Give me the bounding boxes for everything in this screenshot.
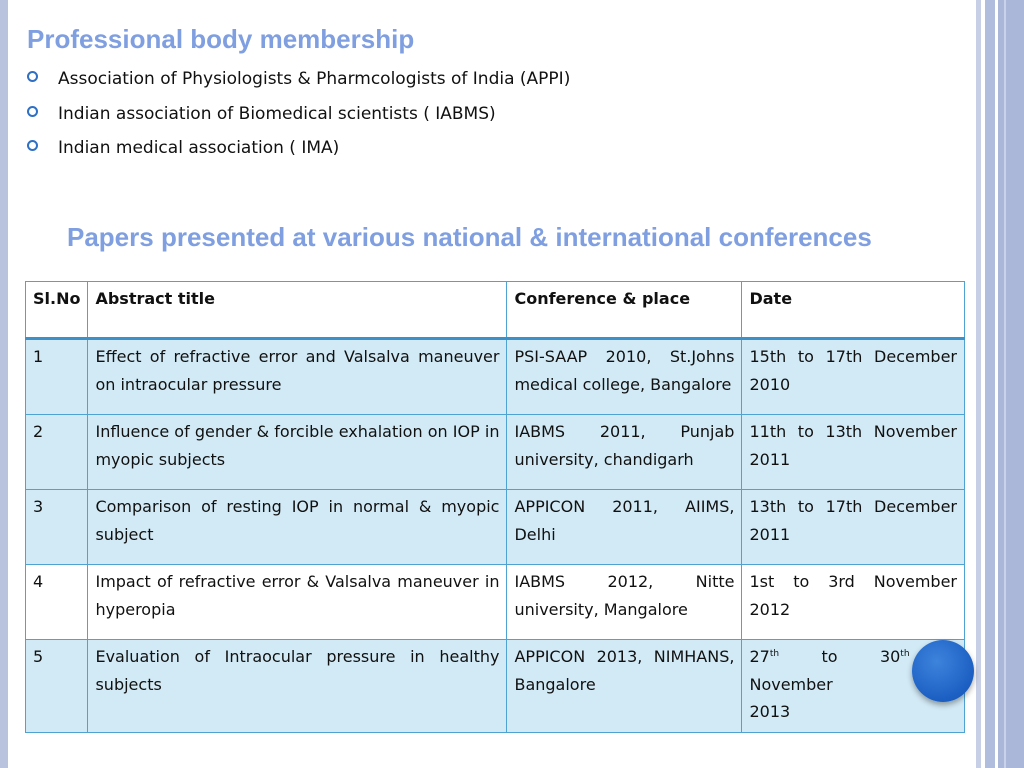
- table-row: [26, 490, 965, 565]
- table-row: [26, 415, 965, 490]
- cell-slno: 4: [26, 565, 88, 640]
- cell-abstract-title: Effect of refractive error and Valsalva maneuver on intraocular pressure: [88, 339, 507, 415]
- cell-slno: 1: [26, 339, 88, 415]
- cell-date: 1st to 3rd November 2012: [742, 565, 965, 640]
- ring-bullet-icon: [27, 140, 38, 151]
- ring-bullet-icon: [27, 71, 38, 82]
- date-start-day: 27: [749, 647, 770, 666]
- cell-date: 13th to 17th December 2011: [742, 490, 965, 565]
- table-header-row: [26, 282, 965, 339]
- date-end-day: 30: [879, 647, 901, 666]
- cell-abstract-title: Comparison of resting IOP in normal & myopic subject: [88, 490, 507, 565]
- cell-date: 15th to 17th December 2010: [742, 339, 965, 415]
- cell-conference: IABMS 2011, Punjab university, chandigarh: [507, 415, 742, 490]
- cell-abstract-title: Evaluation of Intraocular pressure in healthy subjects: [88, 640, 507, 733]
- table-row: [26, 339, 965, 415]
- header-date: Date: [742, 282, 965, 339]
- membership-list: [27, 66, 570, 170]
- table-row: [26, 565, 965, 640]
- cell-conference: APPICON 2013, NIMHANS, Bangalore: [507, 640, 742, 733]
- cell-conference: PSI-SAAP 2010, St.Johns medical college, Bangalore: [507, 339, 742, 415]
- date-to: to: [821, 647, 838, 666]
- cell-slno: 5: [26, 640, 88, 733]
- cell-conference: APPICON 2011, AIIMS, Delhi: [507, 490, 742, 565]
- cell-date: 11th to 13th November 2011: [742, 415, 965, 490]
- membership-item-appi: Association of Physiologists & Pharmcologists of India (APPI): [58, 69, 571, 89]
- date-month: November: [749, 674, 833, 694]
- membership-item-ima: Indian medical association ( IMA): [58, 138, 340, 158]
- list-item: [27, 66, 570, 101]
- header-abstract-title: Abstract title: [88, 282, 507, 339]
- cell-abstract-title: Influence of gender & forcible exhalation on IOP in myopic subjects: [88, 415, 507, 490]
- membership-title: Professional body membership: [27, 24, 415, 54]
- header-conference-place: Conference & place: [507, 282, 742, 339]
- cell-conference: IABMS 2012, Nitte university, Mangalore: [507, 565, 742, 640]
- ring-bullet-icon: [27, 106, 38, 117]
- cell-slno: 2: [26, 415, 88, 490]
- left-decorative-bar: [0, 0, 8, 768]
- cell-abstract-title: Impact of refractive error & Valsalva maneuver in hyperopia: [88, 565, 507, 640]
- cell-slno: 3: [26, 490, 88, 565]
- list-item: [27, 101, 570, 136]
- slide-navigation-button[interactable]: [912, 640, 974, 702]
- papers-title: Papers presented at various national & international conferences: [67, 222, 880, 252]
- list-item: [27, 135, 570, 170]
- right-decorative-stripes: [976, 0, 1024, 768]
- table-row: [26, 640, 965, 733]
- header-slno: Sl.No: [26, 282, 88, 339]
- date-end-suffix: th: [900, 649, 910, 659]
- date-year: 2013: [749, 702, 791, 721]
- membership-item-iabms: Indian association of Biomedical scientists ( IABMS): [58, 103, 496, 124]
- papers-table: [25, 281, 965, 733]
- date-start-suffix: th: [769, 649, 780, 659]
